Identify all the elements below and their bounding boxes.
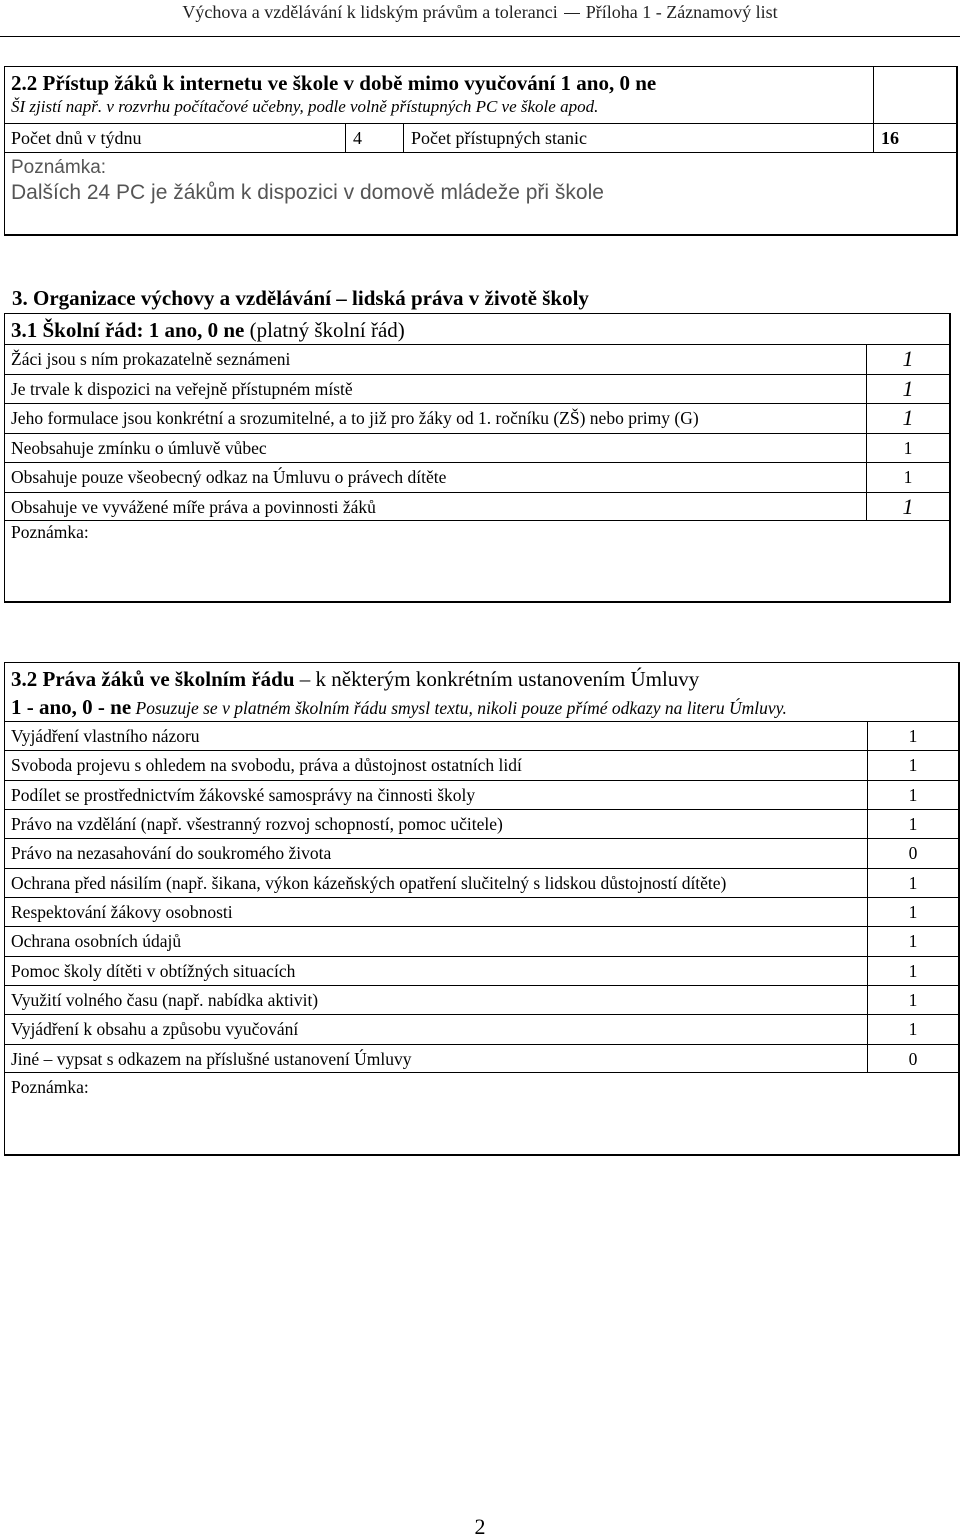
- row-value: 1: [866, 375, 949, 404]
- section-3-title: 3. Organizace výchovy a vzdělávání – lidská práva v životě školy: [12, 286, 589, 310]
- header-separator: [564, 13, 580, 14]
- row-value: 1: [867, 1015, 958, 1043]
- row-label: Je trvale k dispozici na veřejně přístupném místě: [11, 378, 353, 399]
- row-value: 1: [867, 869, 958, 897]
- row-value: 1: [867, 751, 958, 779]
- table-row: [5, 433, 949, 463]
- section-3-1-title-rest: (platný školní řád): [244, 318, 405, 342]
- section-3-2-title-bold: 3.2 Práva žáků ve školním řádu: [11, 667, 295, 691]
- section-3-1-box: [4, 313, 951, 603]
- divider: [345, 124, 346, 152]
- row-label: Právo na vzdělání (např. všestranný rozvoj schopností, pomoc učitele): [11, 813, 503, 834]
- table-row: [5, 344, 949, 374]
- row-label: Vyjádření vlastního názoru: [11, 726, 200, 746]
- header-rule: [0, 36, 960, 37]
- row-value: 1: [866, 404, 949, 433]
- note-label: Poznámka:: [11, 1077, 89, 1097]
- section-3-2-rows: [5, 721, 958, 1073]
- table-row: [5, 956, 958, 985]
- row-value: 1: [866, 493, 949, 521]
- divider: [403, 124, 404, 152]
- note-label: Poznámka:: [11, 157, 107, 178]
- days-value: 4: [353, 128, 362, 148]
- table-row: [5, 838, 958, 867]
- section-2-2-hint: ŠI zjistí např. v rozvrhu počítačové učebny, podle volně přístupných PC ve škole apod.: [11, 97, 599, 116]
- row-label: Jeho formulace jsou konkrétní a srozumitelné, a to již pro žáky od 1. ročníku (ZŠ) nebo primy (G): [11, 408, 699, 428]
- row-value: 1: [867, 957, 958, 985]
- table-row: [5, 897, 958, 926]
- row-value: 1: [867, 722, 958, 750]
- section-3-2-subtitle: [11, 695, 787, 720]
- note-text: Dalších 24 PC je žákům k dispozici v domově mládeže při škole: [11, 181, 604, 204]
- section-3-2-title: [11, 667, 699, 692]
- row-label: Využití volného času (např. nabídka aktivit): [11, 989, 319, 1010]
- row-label: Pomoc školy dítěti v obtížných situacích: [11, 960, 296, 981]
- table-row: [5, 374, 949, 404]
- subtitle-italic: Posuzuje se v platném školním řádu smysl textu, nikoli pouze přímé odkazy na literu Úmluvy.: [131, 698, 787, 718]
- row-label: Jiné – vypsat s odkazem na příslušné ustanovení Úmluvy: [11, 1048, 412, 1069]
- row-value: 1: [866, 434, 949, 463]
- section-3-1-rows: [5, 344, 949, 521]
- table-row: [5, 780, 958, 809]
- table-row: [5, 492, 949, 522]
- divider: [873, 67, 874, 123]
- note-label: Poznámka:: [11, 522, 89, 542]
- section-2-2-title: 2.2 Přístup žáků k internetu ve škole v době mimo vyučování 1 ano, 0 ne: [11, 71, 657, 95]
- table-row: [5, 721, 958, 750]
- row-label: Neobsahuje zmínku o úmluvě vůbec: [11, 437, 267, 458]
- row-label: Právo na nezasahování do soukromého života: [11, 843, 332, 864]
- header-left: Výchova a vzdělávání k lidským právům a toleranci: [182, 2, 558, 22]
- table-row: [5, 926, 958, 955]
- row-value: 1: [867, 986, 958, 1014]
- table-row: [5, 985, 958, 1014]
- table-row: [5, 809, 958, 838]
- row-label: Respektování žákovy osobnosti: [11, 901, 233, 922]
- row-value: 1: [867, 898, 958, 926]
- section-3-1-title: [11, 318, 405, 343]
- row-value: 0: [867, 839, 958, 867]
- row-value: 1: [866, 345, 949, 374]
- page-header: [0, 2, 960, 23]
- row-value: 1: [866, 463, 949, 492]
- section-2-2-box: [4, 66, 958, 236]
- row-label: Obsahuje pouze všeobecný odkaz na Úmluvu o právech dítěte: [11, 467, 447, 487]
- row-label: Obsahuje ve vyvážené míře práva a povinnosti žáků: [11, 496, 376, 517]
- table-row: [5, 462, 949, 492]
- section-3-1-title-bold: 3.1 Školní řád: 1 ano, 0 ne: [11, 318, 245, 342]
- section-3-2-title-rest: – k některým konkrétním ustanovením Úmluvy: [294, 667, 700, 691]
- stations-label: Počet přístupných stanic: [411, 128, 587, 148]
- row-label: Ochrana osobních údajů: [11, 931, 182, 952]
- row-value: 1: [867, 781, 958, 809]
- header-right: Příloha 1 - Záznamový list: [585, 2, 778, 22]
- row-label: Svoboda projevu s ohledem na svobodu, práva a důstojnost ostatních lidí: [11, 755, 522, 776]
- days-label: Počet dnů v týdnu: [11, 128, 142, 148]
- section-3-2-box: [4, 662, 960, 1156]
- stations-value: 16: [881, 128, 899, 148]
- table-row: [5, 750, 958, 779]
- row-label: Vyjádření k obsahu a způsobu vyučování: [11, 1019, 299, 1040]
- counts-row: [5, 123, 956, 153]
- table-row: [5, 1014, 958, 1043]
- table-row: [5, 868, 958, 897]
- row-value: 0: [867, 1045, 958, 1072]
- table-row: [5, 403, 949, 433]
- page-number: 2: [474, 1514, 486, 1539]
- divider: [873, 124, 874, 152]
- row-value: 1: [867, 810, 958, 838]
- table-row: [5, 1044, 958, 1073]
- row-label: Podílet se prostřednictvím žákovské samosprávy na činnosti školy: [11, 784, 476, 805]
- row-label: Žáci jsou s ním prokazatelně seznámeni: [11, 349, 291, 369]
- row-value: 1: [867, 927, 958, 955]
- subtitle-bold: 1 - ano, 0 - ne: [11, 695, 132, 719]
- row-label: Ochrana před násilím (např. šikana, výkon kázeňských opatření slučitelný s lidskou důstojností dítěte): [11, 872, 727, 893]
